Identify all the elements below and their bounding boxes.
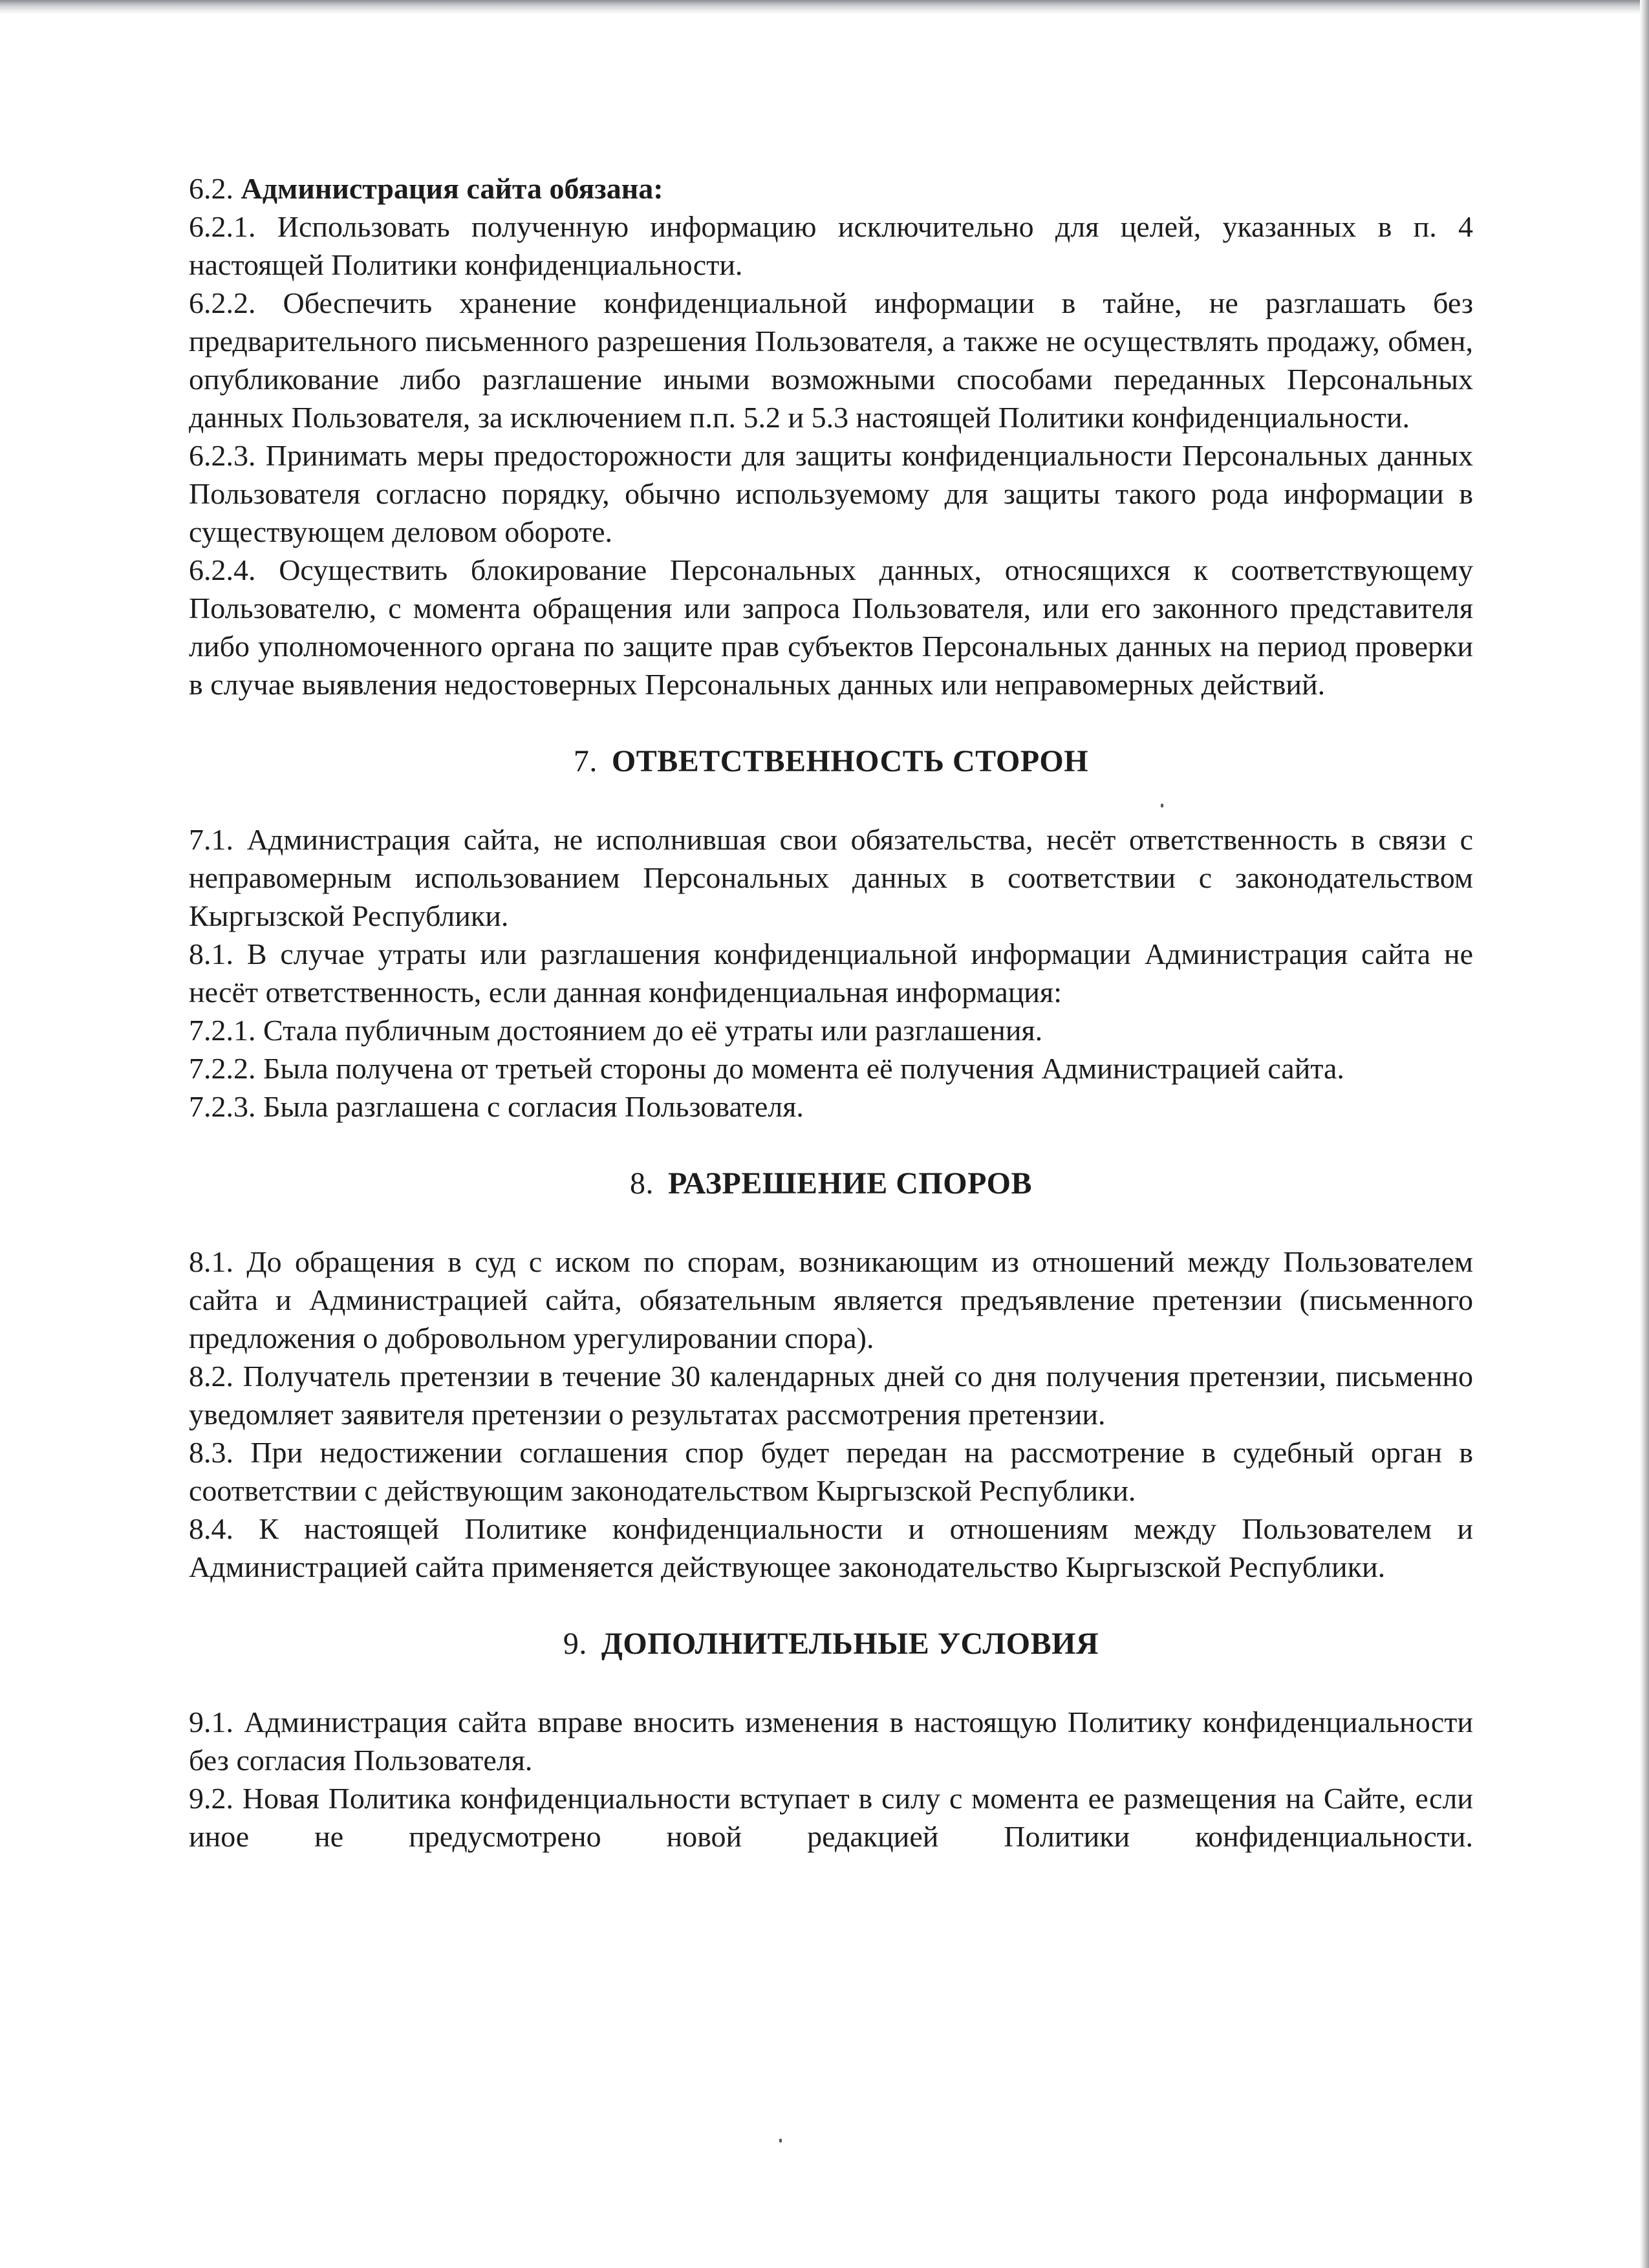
paragraph-7-2-1: 7.2.1. Стала публичным достоянием до её утраты или разглашения.	[189, 1014, 1043, 1047]
section-9	[189, 1703, 1473, 1856]
paragraph-7-2-2: 7.2.2. Была получена от третьей стороны до момента её получения Администрацией сайта.	[189, 1052, 1344, 1085]
paragraph-8-4: 8.4. К настоящей Политике конфиденциальности и отношениям между Пользователем и Администрацией сайта применяется действующее законодательство Кыргызской Республики.	[189, 1512, 1473, 1583]
section-9-heading	[189, 1625, 1473, 1663]
paragraph-6-2-3: 6.2.3. Принимать меры предосторожности для защиты конфиденциальности Персональных данных Пользователя согласно порядку, обычно используемому для защиты такого рода информации в существующем деловом обороте.	[189, 439, 1473, 548]
paragraph-8-1: 8.1. До обращения в суд с иском по спорам, возникающим из отношений между Пользователем сайта и Администрацией сайта, обязательным является предъявление претензии (письменного предложения о добровольном урегулировании спора).	[189, 1245, 1473, 1354]
paragraph-6-2	[189, 169, 1473, 208]
paragraph-6-2-4: 6.2.4. Осуществить блокирование Персональных данных, относящихся к соответствующему Пользователю, с момента обращения или запроса Пользователя, или его законного представителя либо уполномоченного органа по защите прав субъектов Персональных данных на период проверки в случае выявления недостоверных Персональных данных или неправомерных действий.	[189, 553, 1473, 701]
scan-top-edge	[0, 0, 1649, 14]
section-number: 7.	[573, 744, 598, 778]
section-title: РАЗРЕШЕНИЕ СПОРОВ	[668, 1166, 1032, 1201]
paragraph-9-1: 9.1. Администрация сайта вправе вносить изменения в настоящую Политику конфиденциальности без согласия Пользователя.	[189, 1706, 1473, 1777]
paragraph-6-2-1: 6.2.1. Использовать полученную информацию исключительно для целей, указанных в п. 4 настоящей Политики конфиденциальности.	[189, 210, 1473, 281]
scan-right-edge	[1640, 0, 1649, 2268]
paragraph-7-1: 7.1. Администрация сайта, не исполнившая свои обязательства, несёт ответственность в связи с неправомерным использованием Персональных данных в соответствии с законодательством Кыргызской Республики.	[189, 823, 1473, 932]
paragraph-number: 6.2.	[189, 172, 233, 205]
paragraph-8-3: 8.3. При недостижении соглашения спор будет передан на рассмотрение в судебный орган в соответствии с действующим законодательством Кыргызской Республики.	[189, 1436, 1473, 1507]
paragraph-8-2: 8.2. Получатель претензии в течение 30 календарных дней со дня получения претензии, письменно уведомляет заявителя претензии о результатах рассмотрения претензии.	[189, 1360, 1473, 1431]
paragraph-7-2-3: 7.2.3. Была разглашена с согласия Пользователя.	[189, 1090, 804, 1123]
section-7-heading	[189, 742, 1473, 780]
section-8	[189, 1243, 1473, 1586]
paragraph-6-2-2: 6.2.2. Обеспечить хранение конфиденциальной информации в тайне, не разглашать без предварительного письменного разрешения Пользователя, а также не осуществлять продажу, обмен, опубликование либо разглашение иными возможными способами переданных Персональных данных Пользователя, за исключением п.п. 5.2 и 5.3 настоящей Политики конфиденциальности.	[189, 286, 1473, 434]
section-number: 8.	[630, 1166, 654, 1201]
paragraph-8-1-liability: 8.1. В случае утраты или разглашения конфиденциальной информации Администрация сайта не несёт ответственность, если данная конфиденциальная информация:	[189, 937, 1473, 1009]
document-page	[189, 169, 1473, 1856]
section-6-continued	[189, 169, 1473, 703]
section-number: 9.	[563, 1627, 587, 1661]
section-7	[189, 820, 1473, 1126]
scan-speck	[779, 2139, 782, 2143]
paragraph-heading: Администрация сайта обязана:	[241, 172, 663, 205]
paragraph-9-2: 9.2. Новая Политика конфиденциальности вступает в силу с момента ее размещения на Сайте, если иное не предусмотрено новой редакцией Политики конфиденциальности.	[189, 1782, 1473, 1853]
section-title: ОТВЕТСТВЕННОСТЬ СТОРОН	[611, 744, 1089, 778]
section-8-heading	[189, 1164, 1473, 1203]
section-title: ДОПОЛНИТЕЛЬНЫЕ УСЛОВИЯ	[601, 1627, 1099, 1661]
